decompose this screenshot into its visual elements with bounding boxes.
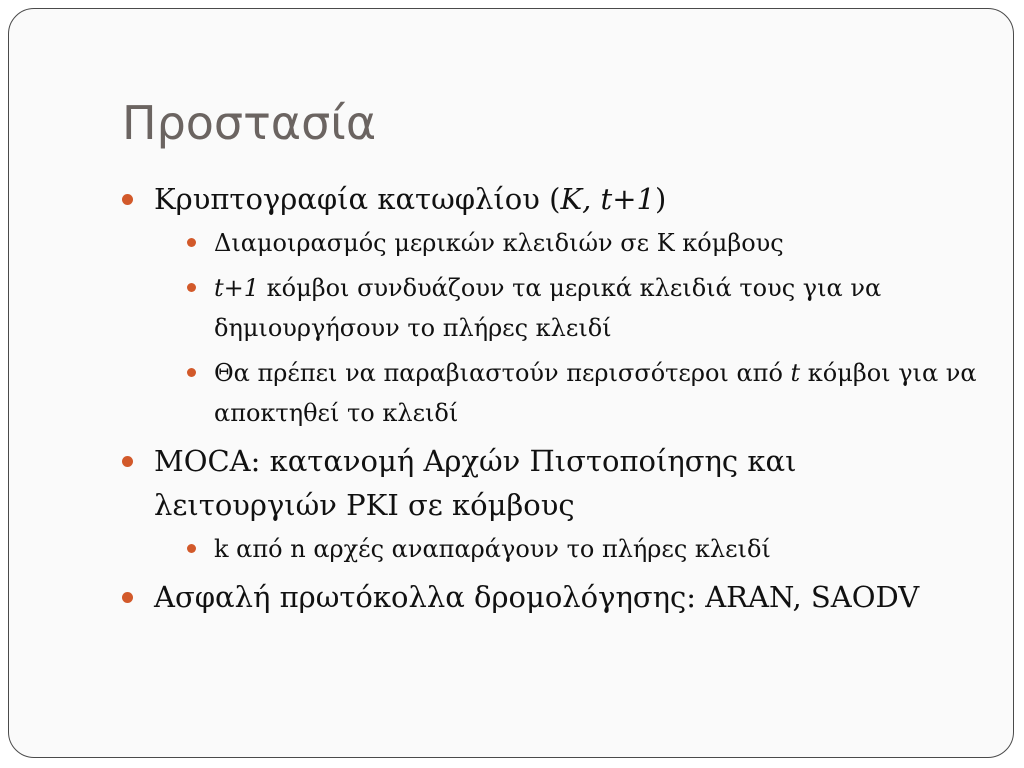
bullet-dot-icon: [187, 238, 196, 247]
text-run: Ασφαλή πρωτόκολλα δρομολόγησης: ARAN, SAODV: [154, 580, 920, 614]
text-run: k από n αρχές αναπαράγουν το πλήρες κλειδί: [214, 535, 771, 563]
bullet-item: [122, 575, 982, 619]
bullet-text: [154, 580, 919, 614]
bullet-text: [214, 229, 784, 257]
sub-bullet-item: [187, 529, 982, 569]
slide-content: [122, 177, 982, 625]
bullet-dot-icon: [122, 194, 133, 205]
bullet-list: [122, 177, 982, 619]
bullet-text: [154, 444, 796, 522]
text-run: MOCA: κατανομή Αρχών Πιστοποίησης και λειτουργιών PKI σε κόμβους: [154, 444, 797, 522]
sub-bullet-item: [187, 353, 982, 433]
text-run: κόμβοι για να αποκτηθεί το κλειδί: [214, 359, 977, 427]
bullet-text: [154, 182, 666, 216]
text-run: ): [654, 182, 667, 216]
text-run: Θα πρέπει να παραβιαστούν περισσότεροι από: [214, 359, 791, 387]
italic-text: t+1: [214, 274, 260, 302]
text-run: κόμβοι συνδυάζουν τα μερικά κλειδιά τους για να δημιουργήσουν το πλήρες κλειδί: [214, 274, 882, 342]
bullet-item: [122, 177, 982, 433]
bullet-item: [122, 439, 982, 569]
bullet-text: [214, 535, 771, 563]
bullet-dot-icon: [187, 368, 196, 377]
italic-text: t: [790, 359, 801, 387]
slide-title: Προστασία: [122, 96, 377, 150]
text-run: Κρυπτογραφία κατωφλίου (: [154, 182, 561, 216]
bullet-dot-icon: [187, 544, 196, 553]
sub-bullet-list: [154, 529, 982, 569]
bullet-dot-icon: [122, 456, 133, 467]
sub-bullet-item: [187, 268, 982, 348]
bullet-dot-icon: [122, 592, 133, 603]
sub-bullet-item: [187, 223, 982, 263]
bullet-text: [214, 359, 977, 427]
slide-frame: [8, 8, 1014, 758]
sub-bullet-list: [154, 223, 982, 433]
italic-text: K, t+1: [560, 182, 655, 216]
bullet-dot-icon: [187, 283, 196, 292]
text-run: Διαμοιρασμός μερικών κλειδιών σε K κόμβους: [214, 229, 784, 257]
bullet-text: [214, 274, 881, 342]
